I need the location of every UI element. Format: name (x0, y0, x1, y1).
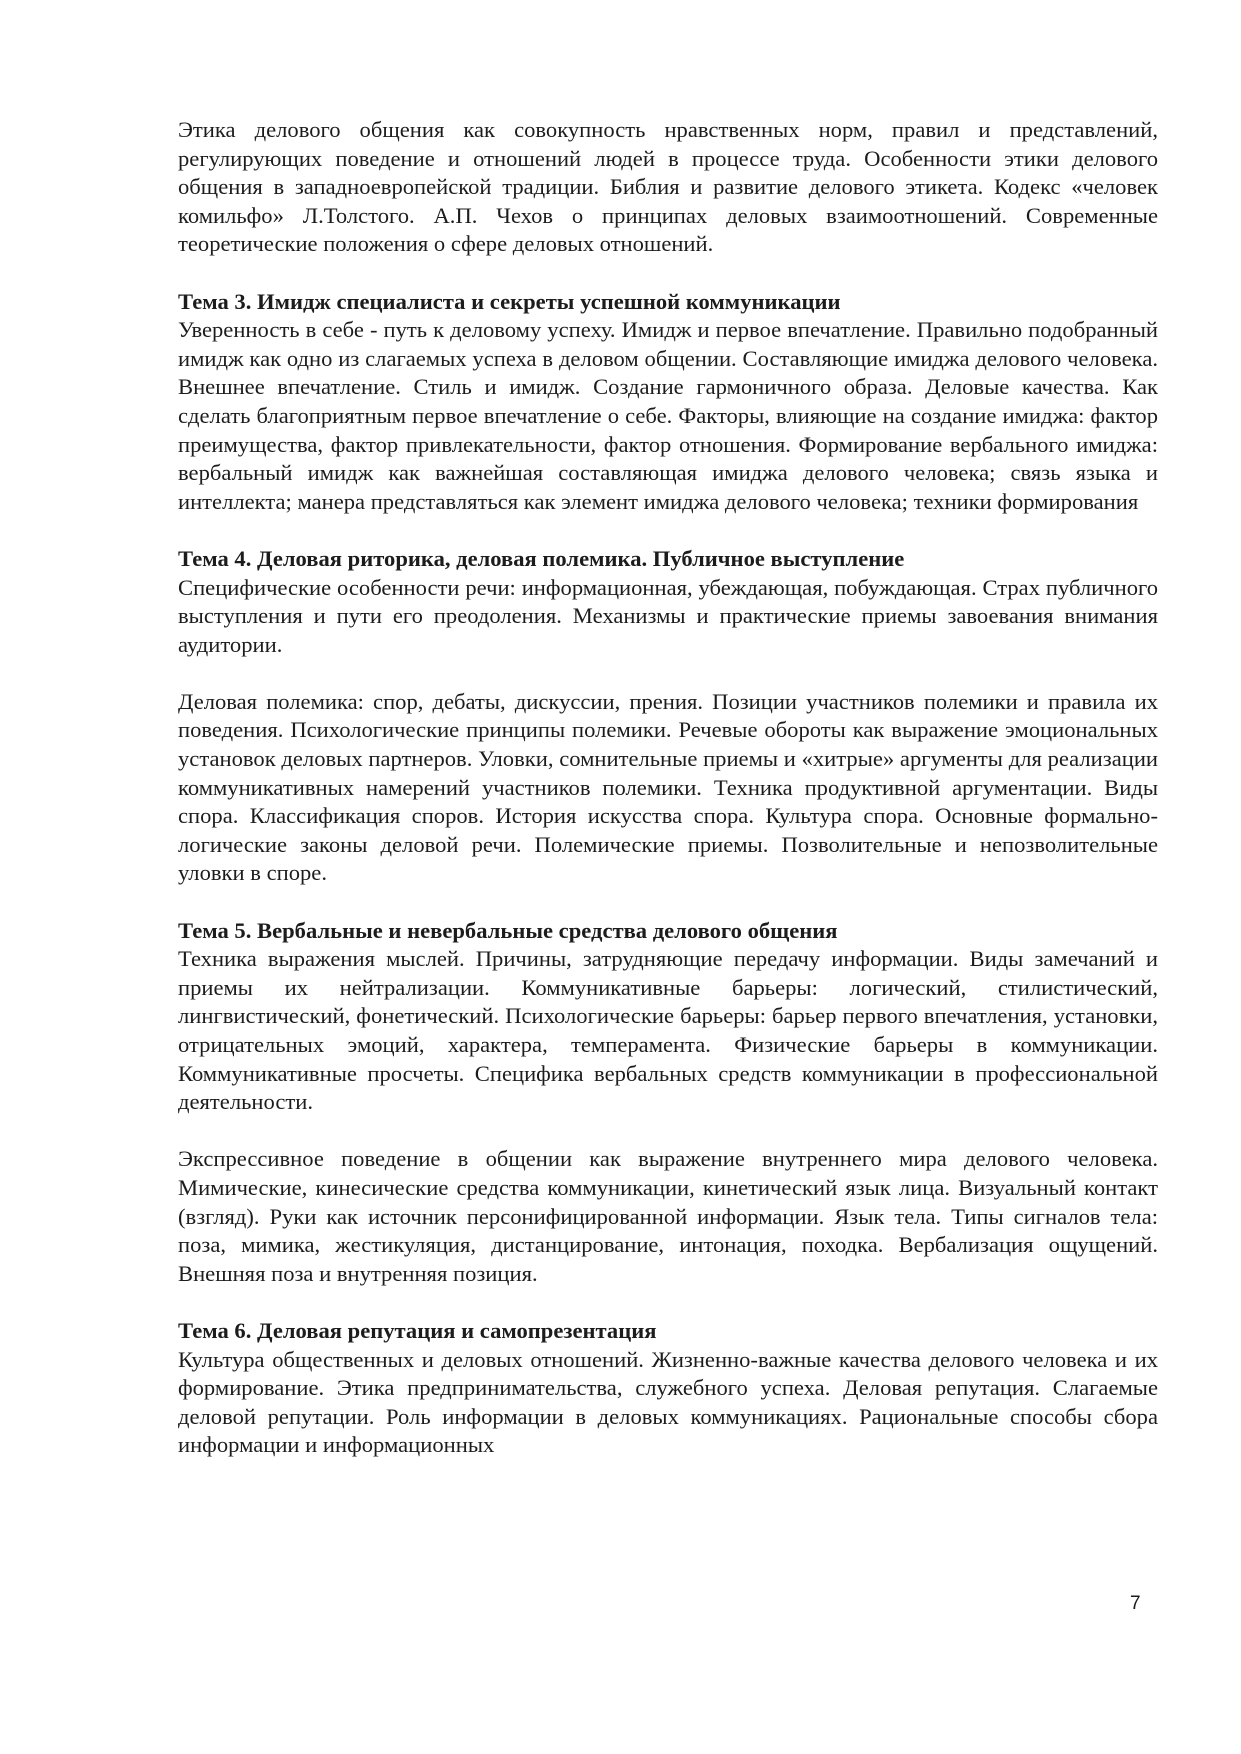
topic-5-paragraph-2: Экспрессивное поведение в общении как выражение внутреннего мира делового человека. Мимические, кинесические средства коммуникации, кинетический язык лица. Визуальный контакт (взгляд). Руки как источник персонифицированной информации. Язык тела. Типы сигналов тела: поза, мимика, жестикуляция, дистанцирование, интонация, походка. Вербализация ощущений. Внешняя поза и внутренняя позиция. (178, 1146, 1158, 1286)
topic-5-paragraph-1: Техника выражения мыслей. Причины, затрудняющие передачу информации. Виды замечаний и приемы их нейтрализации. Коммуникативные барьеры: логический, стилистический, лингвистический, фонетический. Психологические барьеры: барьер первого впечатления, установки, отрицательных эмоций, характера, темперамента. Физические барьеры в коммуникации. Коммуникативные просчеты. Специфика вербальных средств коммуникации в профессиональной деятельности. (178, 946, 1158, 1115)
section-spacer (178, 1288, 1158, 1317)
paragraph-spacer (178, 1117, 1158, 1146)
topic-6-paragraph-1: Культура общественных и деловых отношений. Жизненно-важные качества делового человека и их формирование. Этика предпринимательства, служебного успеха. Деловая репутация. Слагаемые деловой репутации. Роль информации в деловых коммуникациях. Рациональные способы сбора информации и информационных (178, 1346, 1158, 1458)
topic-4-paragraph-2: Деловая полемика: спор, дебаты, дискуссии, прения. Позиции участников полемики и правила их поведения. Психологические принципы полемики. Речевые обороты как выражение эмоциональных установок деловых партнеров. Уловки, сомнительные приемы и «хитрые» аргументы для реализации коммуникативных намерений участников полемики. Техника продуктивной аргументации. Виды спора. Классификация споров. История искусства спора. Культура спора. Основные формально-логические законы деловой речи. Полемические приемы. Позволительные и непозволительные уловки в споре. (178, 688, 1158, 886)
topic-6-heading: Тема 6. Деловая репутация и самопрезентация (178, 1317, 657, 1343)
section-spacer (178, 259, 1158, 288)
topic-5-heading: Тема 5. Вербальные и невербальные средства делового общения (178, 917, 838, 943)
topic-4-heading: Тема 4. Деловая риторика, деловая полемика. Публичное выступление (178, 545, 905, 571)
section-spacer (178, 888, 1158, 917)
page-number: 7 (1130, 1593, 1141, 1614)
topic-3-paragraph-1: Уверенность в себе - путь к деловому успеху. Имидж и первое впечатление. Правильно подобранный имидж как одно из слагаемых успеха в деловом общении. Составляющие имиджа делового человека. Внешнее впечатление. Стиль и имидж. Создание гармоничного образа. Деловые качества. Как сделать благоприятным первое впечатление о себе. Факторы, влияющие на создание имиджа: фактор преимущества, фактор привлекательности, фактор отношения. Формирование вербального имиджа: вербальный имидж как важнейшая составляющая имиджа делового человека; связь языка и интеллекта; манера представляться как элемент имиджа делового человека; техники формирования (178, 317, 1158, 514)
paragraph-spacer (178, 659, 1158, 688)
topic-4-paragraph-1: Специфические особенности речи: информационная, убеждающая, побуждающая. Страх публичного выступления и пути его преодоления. Механизмы и практические приемы завоевания внимания аудитории. (178, 574, 1158, 657)
topic-3-heading: Тема 3. Имидж специалиста и секреты успешной коммуникации (178, 288, 841, 314)
section-spacer (178, 516, 1158, 545)
document-page (178, 116, 1158, 1460)
intro-paragraph: Этика делового общения как совокупность нравственных норм, правил и представлений, регулирующих поведение и отношений людей в процессе труда. Особенности этики делового общения в западноевропейской традиции. Библия и развитие делового этикета. Кодекс «человек комильфо» Л.Толстого. А.П. Чехов о принципах деловых взаимоотношений. Современные теоретические положения о сфере деловых отношений. (178, 117, 1158, 257)
